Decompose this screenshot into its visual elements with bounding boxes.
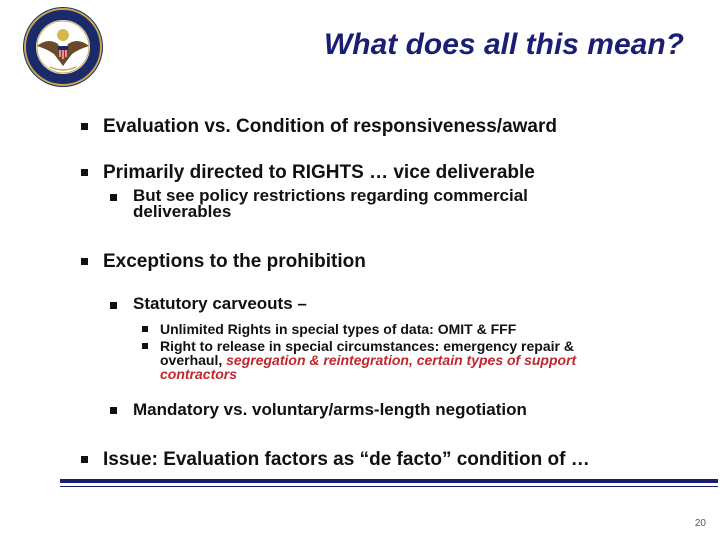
square-bullet-icon [110,407,117,414]
item-text-line2-red: segregation & reintegration, certain types of support [226,352,577,368]
bullet-exceptions: Exceptions to the prohibition [103,251,366,272]
item-right-to-release [160,339,576,381]
item-text-line1: Right to release in special circumstances: emergency repair & [160,338,574,354]
page-number: 20 [694,518,706,529]
department-of-defense-seal-icon [22,6,104,88]
slide-title: What does all this mean? [323,28,684,61]
square-bullet-icon [110,302,117,309]
square-bullet-icon [81,169,88,176]
sub-bullet-statutory-carveouts: Statutory carveouts – [133,294,307,313]
sub-bullet-mandatory-vs-voluntary: Mandatory vs. voluntary/arms-length negotiation [133,400,527,419]
square-bullet-icon [142,343,148,349]
square-bullet-icon [81,456,88,463]
item-unlimited-rights: Unlimited Rights in special types of data: OMIT & FFF [160,321,517,337]
sub-bullet-text-line1: But see policy restrictions regarding commercial [133,186,528,205]
bullet-evaluation: Evaluation vs. Condition of responsiveness/award [103,116,557,137]
item-text-line3-red: contractors [160,366,238,382]
bullet-issue: Issue: Evaluation factors as “de facto” condition of … [103,449,590,470]
square-bullet-icon [81,123,88,130]
square-bullet-icon [110,194,117,201]
sub-bullet-policy-restrictions [133,188,528,220]
square-bullet-icon [142,326,148,332]
item-text-line2-plain: overhaul, [160,352,227,368]
footer-rule [60,479,718,483]
footer-rule-thin [60,486,718,487]
bullet-rights: Primarily directed to RIGHTS … vice deliverable [103,162,535,183]
square-bullet-icon [81,258,88,265]
sub-bullet-text-line2: deliverables [133,202,232,221]
